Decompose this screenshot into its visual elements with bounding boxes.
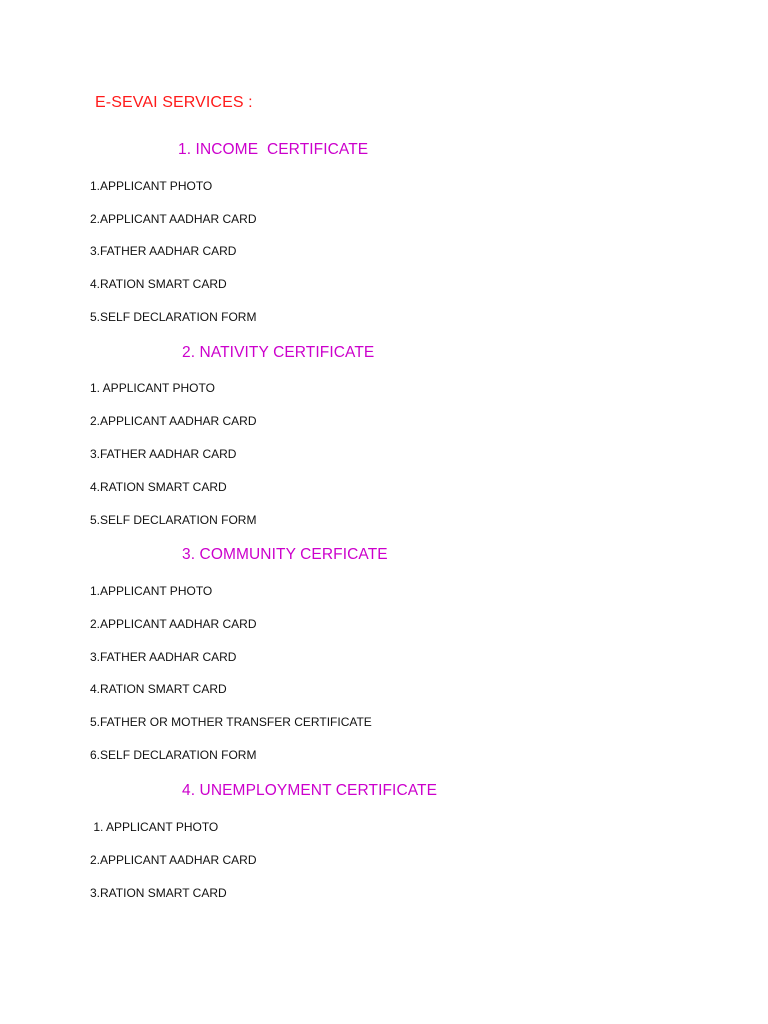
- list-item: 4.RATION SMART CARD: [90, 480, 227, 494]
- section-heading-nativity: 2. NATIVITY CERTIFICATE: [182, 344, 375, 361]
- section-heading-income: 1. INCOME CERTIFICATE: [178, 141, 369, 158]
- list-item: 2.APPLICANT AADHAR CARD: [90, 853, 257, 867]
- list-item: 5.SELF DECLARATION FORM: [90, 310, 257, 324]
- list-item: 2.APPLICANT AADHAR CARD: [90, 414, 257, 428]
- section-heading-unemployment: 4. UNEMPLOYMENT CERTIFICATE: [182, 782, 438, 799]
- list-item: 6.SELF DECLARATION FORM: [90, 748, 257, 762]
- list-item: 5.FATHER OR MOTHER TRANSFER CERTIFICATE: [90, 715, 372, 729]
- list-item: 4.RATION SMART CARD: [90, 682, 227, 696]
- list-item: 2.APPLICANT AADHAR CARD: [90, 617, 257, 631]
- section-heading-community: 3. COMMUNITY CERFICATE: [182, 546, 388, 563]
- page-title: E-SEVAI SERVICES :: [95, 94, 253, 111]
- list-item: 3.FATHER AADHAR CARD: [90, 650, 237, 664]
- list-item: 3.FATHER AADHAR CARD: [90, 447, 237, 461]
- list-item: 1. APPLICANT PHOTO: [90, 820, 219, 834]
- list-item: 5.SELF DECLARATION FORM: [90, 513, 257, 527]
- list-item: 1. APPLICANT PHOTO: [90, 381, 215, 395]
- list-item: 1.APPLICANT PHOTO: [90, 584, 213, 598]
- list-item: 2.APPLICANT AADHAR CARD: [90, 212, 257, 226]
- list-item: 3.FATHER AADHAR CARD: [90, 244, 237, 258]
- list-item: 1.APPLICANT PHOTO: [90, 179, 213, 193]
- list-item: 4.RATION SMART CARD: [90, 277, 227, 291]
- list-item: 3.RATION SMART CARD: [90, 886, 227, 900]
